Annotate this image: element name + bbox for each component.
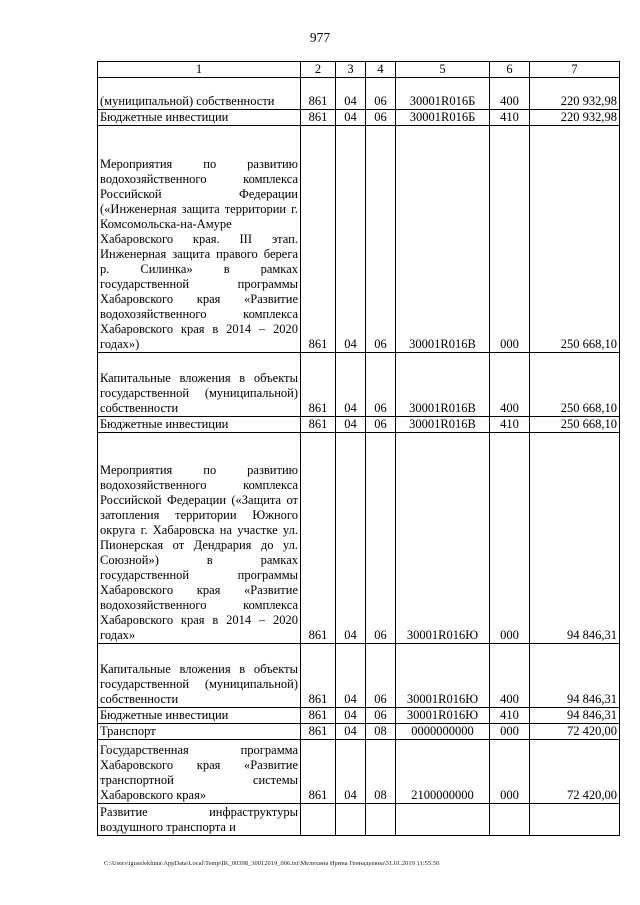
row-name: Бюджетные инвестиции bbox=[98, 417, 301, 433]
row-subsection bbox=[366, 804, 396, 836]
row-grbs: 861 bbox=[301, 708, 336, 724]
table-header-row bbox=[98, 62, 620, 78]
row-expense-type: 000 bbox=[490, 740, 530, 804]
row-subsection: 06 bbox=[366, 708, 396, 724]
row-expense-type: 000 bbox=[490, 433, 530, 644]
row-sum bbox=[530, 804, 620, 836]
row-grbs: 861 bbox=[301, 110, 336, 126]
row-expense-type: 400 bbox=[490, 78, 530, 110]
column-header: 7 bbox=[530, 62, 620, 78]
row-sum: 94 846,31 bbox=[530, 708, 620, 724]
row-name: Капитальные вложения в объекты государственной (муниципальной) собственности bbox=[98, 353, 301, 417]
row-target-code: 30001R016В bbox=[396, 126, 490, 353]
table-row bbox=[98, 708, 620, 724]
row-expense-type: 000 bbox=[490, 724, 530, 740]
row-subsection: 06 bbox=[366, 353, 396, 417]
row-subsection: 06 bbox=[366, 78, 396, 110]
table-row bbox=[98, 126, 620, 353]
row-grbs: 861 bbox=[301, 644, 336, 708]
column-header: 4 bbox=[366, 62, 396, 78]
row-subsection: 08 bbox=[366, 740, 396, 804]
row-sum: 220 932,98 bbox=[530, 78, 620, 110]
table-row bbox=[98, 740, 620, 804]
row-target-code: 30001R016Ю bbox=[396, 433, 490, 644]
row-grbs: 861 bbox=[301, 740, 336, 804]
row-subsection: 06 bbox=[366, 110, 396, 126]
row-section: 04 bbox=[336, 417, 366, 433]
table-row bbox=[98, 353, 620, 417]
column-header: 5 bbox=[396, 62, 490, 78]
budget-table bbox=[97, 61, 620, 836]
column-header: 1 bbox=[98, 62, 301, 78]
table-row bbox=[98, 724, 620, 740]
row-name: Развитие инфраструктуры воздушного транспорта и bbox=[98, 804, 301, 836]
table-row bbox=[98, 78, 620, 110]
row-subsection: 06 bbox=[366, 644, 396, 708]
row-grbs: 861 bbox=[301, 433, 336, 644]
row-grbs: 861 bbox=[301, 126, 336, 353]
table-row bbox=[98, 110, 620, 126]
row-section: 04 bbox=[336, 126, 366, 353]
table-row bbox=[98, 644, 620, 708]
row-section: 04 bbox=[336, 708, 366, 724]
row-grbs: 861 bbox=[301, 353, 336, 417]
row-grbs: 861 bbox=[301, 417, 336, 433]
page-number: 977 bbox=[309, 30, 331, 45]
row-target-code: 30001R016Б bbox=[396, 78, 490, 110]
row-expense-type: 400 bbox=[490, 644, 530, 708]
row-section: 04 bbox=[336, 353, 366, 417]
row-target-code: 30001R016В bbox=[396, 353, 490, 417]
row-section: 04 bbox=[336, 110, 366, 126]
row-name: Капитальные вложения в объекты государственной (муниципальной) собственности bbox=[98, 644, 301, 708]
column-header: 3 bbox=[336, 62, 366, 78]
row-target-code: 30001R016В bbox=[396, 417, 490, 433]
row-section bbox=[336, 804, 366, 836]
row-subsection: 08 bbox=[366, 724, 396, 740]
row-grbs: 861 bbox=[301, 724, 336, 740]
column-header: 6 bbox=[490, 62, 530, 78]
row-subsection: 06 bbox=[366, 433, 396, 644]
row-name: (муниципальной) собственности bbox=[98, 78, 301, 110]
row-target-code: 30001R016Ю bbox=[396, 708, 490, 724]
row-section: 04 bbox=[336, 724, 366, 740]
row-sum: 250 668,10 bbox=[530, 126, 620, 353]
row-grbs bbox=[301, 804, 336, 836]
row-sum: 220 932,98 bbox=[530, 110, 620, 126]
row-target-code: 2100000000 bbox=[396, 740, 490, 804]
row-name: Бюджетные инвестиции bbox=[98, 708, 301, 724]
row-target-code bbox=[396, 804, 490, 836]
column-header: 2 bbox=[301, 62, 336, 78]
row-section: 04 bbox=[336, 740, 366, 804]
row-target-code: 30001R016Б bbox=[396, 110, 490, 126]
row-grbs: 861 bbox=[301, 78, 336, 110]
row-section: 04 bbox=[336, 644, 366, 708]
row-expense-type: 410 bbox=[490, 110, 530, 126]
row-name: Транспорт bbox=[98, 724, 301, 740]
row-sum: 94 846,31 bbox=[530, 433, 620, 644]
row-target-code: 30001R016Ю bbox=[396, 644, 490, 708]
row-sum: 250 668,10 bbox=[530, 353, 620, 417]
table-row bbox=[98, 433, 620, 644]
row-section: 04 bbox=[336, 433, 366, 644]
row-subsection: 06 bbox=[366, 417, 396, 433]
row-sum: 94 846,31 bbox=[530, 644, 620, 708]
row-expense-type: 410 bbox=[490, 417, 530, 433]
row-expense-type: 410 bbox=[490, 708, 530, 724]
row-target-code: 0000000000 bbox=[396, 724, 490, 740]
table-row bbox=[98, 417, 620, 433]
row-sum: 72 420,00 bbox=[530, 724, 620, 740]
row-sum: 72 420,00 bbox=[530, 740, 620, 804]
file-path-footer: C:\Users\iguselekhina\AppData\Local\Temp\IK_00398_30012019_006.txt\Мелехина Ирина Геннадьевна\31.01.2019 11:55:50 bbox=[104, 860, 440, 867]
row-expense-type: 400 bbox=[490, 353, 530, 417]
row-expense-type: 000 bbox=[490, 126, 530, 353]
row-name: Бюджетные инвестиции bbox=[98, 110, 301, 126]
row-expense-type bbox=[490, 804, 530, 836]
row-name: Мероприятия по развитию водохозяйственного комплекса Российской Федерации («Инженерная защита территории г. Комсомольска-на-Амуре Хабаровского края. III этап. Инженерная защита правого берега р. Силинка» в рамках государственной программы Хабаровского края «Развитие водохозяйственного комплекса Хабаровского края в 2014 – 2020 годах») bbox=[98, 126, 301, 353]
table-row bbox=[98, 804, 620, 836]
row-subsection: 06 bbox=[366, 126, 396, 353]
row-sum: 250 668,10 bbox=[530, 417, 620, 433]
row-section: 04 bbox=[336, 78, 366, 110]
row-name: Государственная программа Хабаровского края «Развитие транспортной системы Хабаровского края» bbox=[98, 740, 301, 804]
row-name: Мероприятия по развитию водохозяйственного комплекса Российской Федерации («Защита от затопления территории Южного округа г. Хабаровска на участке ул. Пионерская от Дендрария до ул. Союзной») в рамках государственной программы Хабаровского края «Развитие водохозяйственного комплекса Хабаровского края в 2014 – 2020 годах» bbox=[98, 433, 301, 644]
